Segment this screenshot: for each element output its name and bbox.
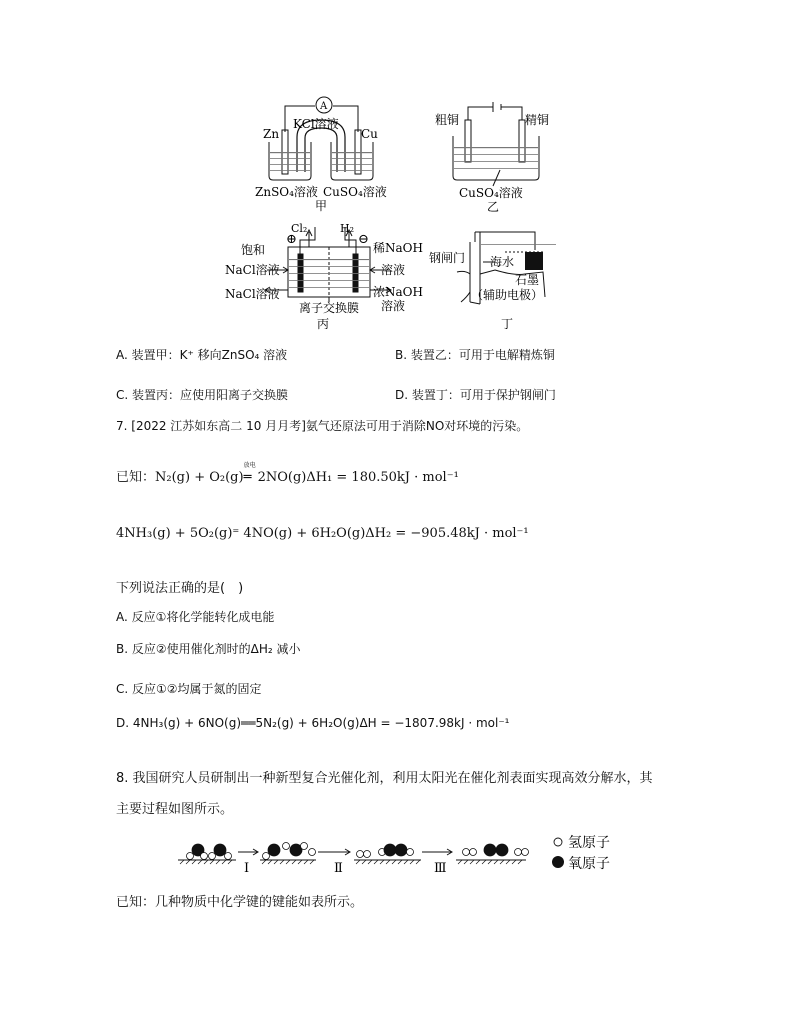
stage2-molecules bbox=[263, 843, 316, 860]
bing-in-left-1: 饱和 bbox=[241, 243, 266, 257]
zn-label: Zn bbox=[263, 127, 280, 141]
q7-stem: 7. [2022 江苏如东高二 10 月月考]氨气还原法可用于消除NO对环境的污染。 bbox=[116, 419, 529, 433]
seawater-label: 海水 bbox=[490, 255, 515, 269]
bing-in-left-2: NaCl溶液 bbox=[225, 263, 280, 277]
q7-equation-1 bbox=[116, 462, 459, 485]
arrow-step-1 bbox=[238, 849, 258, 855]
caption-yi: 乙 bbox=[487, 200, 500, 214]
stage1-molecules bbox=[187, 844, 232, 860]
q6-option-a: A. 装置甲：K⁺ 移向ZnSO₄ 溶液 bbox=[116, 348, 288, 362]
pure-copper-label: 精铜 bbox=[525, 113, 550, 127]
q7-option-d: D. 4NH₃(g) + 6NO(g)══5N₂(g) + 6H₂O(g)ΔH = −1807.98kJ · mol⁻¹ bbox=[116, 716, 510, 730]
gate-label: 钢闸门 bbox=[429, 251, 466, 265]
oxygen-legend-icon bbox=[552, 856, 564, 868]
eq1-condition: 放电 bbox=[243, 462, 256, 469]
h2-label: H₂ bbox=[340, 222, 355, 235]
q8-known-line: 已知：几种物质中化学键的键能如表所示。 bbox=[116, 895, 364, 910]
bing-out-right-1: 浓NaOH bbox=[373, 285, 423, 299]
arrow-step-2 bbox=[318, 849, 350, 855]
yi-solution-label: CuSO₄溶液 bbox=[459, 186, 523, 200]
q6-option-c: C. 装置丙：应使用阳离子交换膜 bbox=[116, 388, 289, 402]
znso4-label: ZnSO₄溶液 bbox=[255, 185, 318, 199]
q7-known-label: 已知： bbox=[116, 470, 156, 485]
liquid-jia bbox=[270, 152, 372, 171]
q6-option-b: B. 装置乙：可用于电解精炼铜 bbox=[395, 348, 555, 362]
graphite-icon bbox=[525, 252, 543, 270]
eq1-arrow: 放电 ═ bbox=[243, 462, 256, 485]
q6-option-d: D. 装置丁：可用于保护钢闸门 bbox=[395, 388, 556, 402]
q8-stem-line-2: 主要过程如图所示。 bbox=[116, 802, 234, 817]
caption-ding: 丁 bbox=[501, 317, 514, 331]
seawater-lines bbox=[481, 244, 556, 245]
bing-in-right-2: 溶液 bbox=[381, 263, 406, 277]
hydrogen-legend-label: 氢原子 bbox=[568, 835, 610, 851]
ammeter-label: A bbox=[320, 101, 328, 112]
eq1-left: N₂(g) + O₂(g) bbox=[155, 470, 244, 485]
eq1-right: 2NO(g)ΔH₁ = 180.50kJ · mol⁻¹ bbox=[257, 470, 459, 485]
step-1-label: Ⅰ bbox=[244, 861, 250, 876]
bing-in-right-1: 稀NaOH bbox=[373, 241, 423, 255]
caption-bing: 丙 bbox=[317, 317, 330, 331]
cl2-label: Cl₂ bbox=[291, 222, 308, 235]
q7-option-b: B. 反应②使用催化剂时的ΔH₂ 减小 bbox=[116, 642, 301, 656]
anode-sign: ⊕ bbox=[286, 232, 297, 247]
surface-hatching bbox=[180, 860, 522, 864]
stage4-molecules bbox=[463, 844, 529, 856]
bing-out-left: NaCl溶液 bbox=[225, 287, 280, 301]
membrane-label: 离子交换膜 bbox=[299, 301, 360, 315]
q7-option-c: C. 反应①②均属于氮的固定 bbox=[116, 682, 262, 696]
caption-jia: 甲 bbox=[315, 199, 328, 213]
arrow-step-3 bbox=[422, 849, 452, 855]
water-splitting-figure bbox=[176, 828, 626, 876]
step-2-label: Ⅱ bbox=[334, 861, 343, 876]
q8-stem-line-1: 8. 我国研究人员研制出一种新型复合光催化剂，利用太阳光在催化剂表面实现高效分解水，其 bbox=[116, 771, 653, 786]
q7-equation-2: 4NH₃(g) + 5O₂(g)⁼ 4NO(g) + 6H₂O(g)ΔH₂ = −905.48kJ · mol⁻¹ bbox=[116, 526, 529, 541]
salt-bridge-label: KCl溶液 bbox=[293, 117, 339, 131]
bing-out-right-2: 溶液 bbox=[381, 299, 406, 313]
cu-label: Cu bbox=[361, 127, 378, 141]
oxygen-legend-label: 氧原子 bbox=[568, 856, 610, 872]
q7-option-a: A. 反应①将化学能转化成电能 bbox=[116, 610, 275, 624]
q7-question: 下列说法正确的是( ) bbox=[116, 581, 244, 596]
electrochemistry-figure bbox=[225, 92, 575, 337]
hydrogen-legend-icon bbox=[554, 838, 562, 846]
graphite-label: 石墨 bbox=[515, 273, 540, 287]
crude-copper-label: 粗铜 bbox=[435, 113, 460, 127]
aux-electrode-label: （辅助电极） bbox=[471, 288, 544, 302]
cathode-sign: ⊖ bbox=[358, 232, 369, 247]
step-3-label: Ⅲ bbox=[434, 861, 447, 876]
stage3-molecules bbox=[357, 844, 414, 858]
cuso4-label: CuSO₄溶液 bbox=[323, 185, 387, 199]
